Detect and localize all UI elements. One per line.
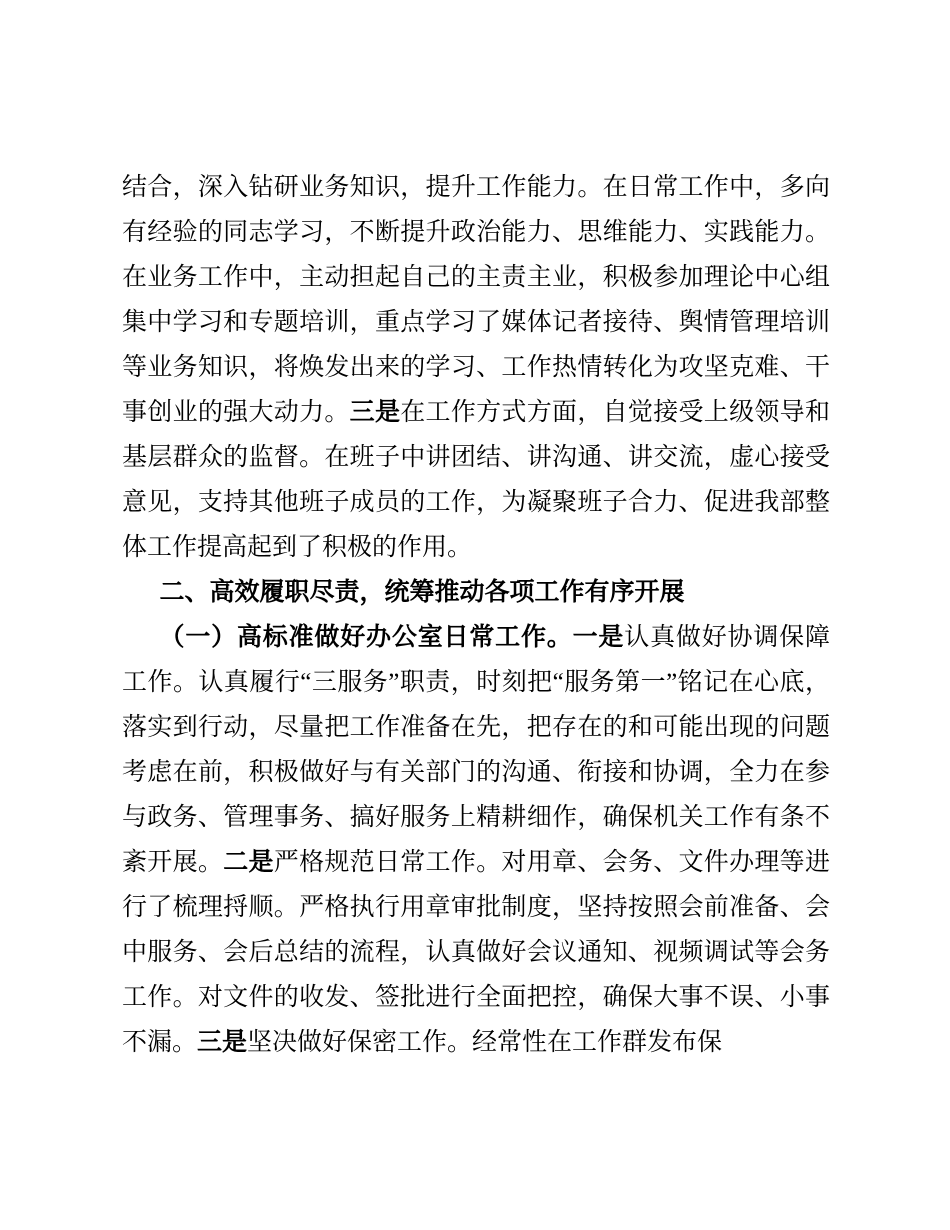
- text-run: 三是: [197, 1029, 248, 1056]
- section-heading: [122, 570, 830, 615]
- text-run: 三是: [349, 399, 401, 426]
- text-run: 在工作方式方面，自觉接受上级领导和基层群众的监督。在班子中讲团结、讲沟通、讲交流，虚心接受意见，支持其他班子成员的工作，为凝聚班子合力、促进我部整体工作提高起到了积极的作用。: [122, 399, 830, 561]
- text-run: 二、高效履职尽责，统筹推动各项工作有序开展: [159, 578, 685, 606]
- text-run: 坚决做好保密工作。经常性在工作群发布保: [247, 1029, 723, 1056]
- text-run: 结合，深入钻研业务知识，提升工作能力。在日常工作中，多向有经验的同志学习，不断提升政治能力、思维能力、实践能力。在业务工作中，主动担起自己的主责主业，积极参加理论中心组集中学习和专题培训，重点学习了媒体记者接待、舆情管理培训等业务知识，将焕发出来的学习、工作热情转化为攻坚克难、干事创业的强大动力。: [122, 174, 830, 426]
- paragraph: [122, 165, 830, 570]
- paragraph: [122, 615, 830, 1065]
- document-body: [122, 165, 830, 1065]
- text-run: 二是: [223, 849, 274, 876]
- text-run: （一）高标准做好办公室日常工作。一是: [159, 624, 625, 651]
- text-run: 认真做好协调保障工作。认真履行“三服务”职责，时刻把“服务第一”铭记在心底，落实到行动，尽量把工作准备在先，把存在的和可能出现的问题考虑在前，积极做好与有关部门的沟通、衔接和协调，全力在参与政务、管理事务、搞好服务上精耕细作，确保机关工作有条不紊开展。: [122, 624, 830, 876]
- text-run: 严格规范日常工作。对用章、会务、文件办理等进行了梳理捋顺。严格执行用章审批制度，坚持按照会前准备、会中服务、会后总结的流程，认真做好会议通知、视频调试等会务工作。对文件的收发、签批进行全面把控，确保大事不误、小事不漏。: [122, 849, 830, 1056]
